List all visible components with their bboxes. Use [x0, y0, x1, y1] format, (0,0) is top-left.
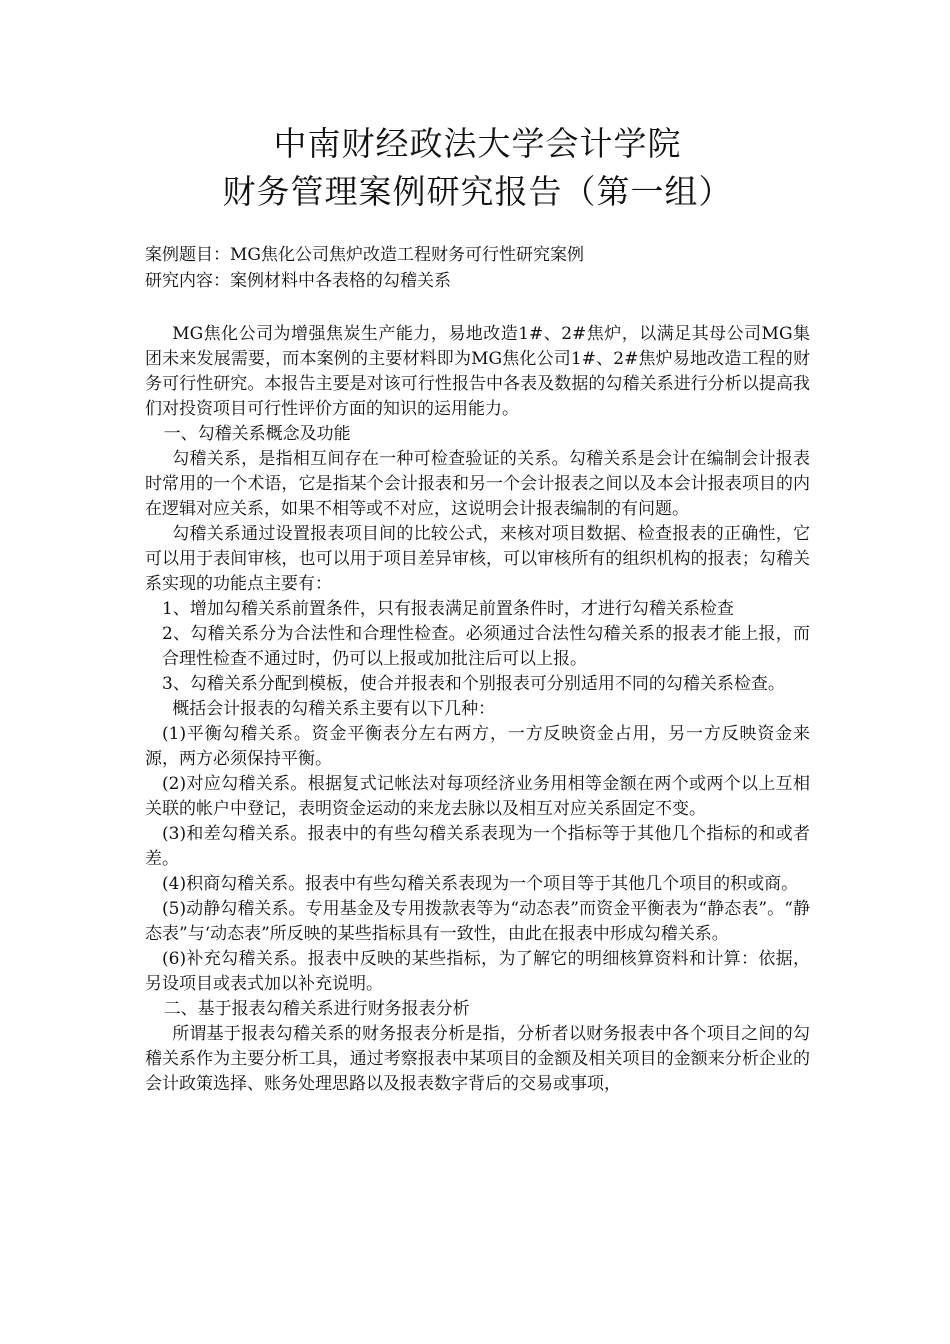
- paragraph-functions: 勾稽关系通过设置报表项目间的比较公式，来核对项目数据、检查报表的正确性，它可以用于表间审核，也可以用于项目差异审核，可以审核所有的组织机构的报表；勾稽关系实现的功能点主要有：: [145, 524, 810, 594]
- list-item-function-3: 3、勾稽关系分配到模板，使合并报表和个别报表可分别适用不同的勾稽关系检查。: [162, 674, 785, 694]
- title-institution: 中南财经政法大学会计学院: [273, 124, 682, 163]
- report-body: [145, 322, 810, 1097]
- paragraph-analysis: 所谓基于报表勾稽关系的财务报表分析是指，分析者以财务报表中各个项目之间的勾稽关系作为主要分析工具，通过考察报表中某项目的金额及相关项目的金额来分析企业的会计政策选择、账务处理思路以及报表数字背后的交易或事项，: [145, 1024, 810, 1094]
- research-content: 研究内容：案例材料中各表格的勾稽关系: [145, 271, 451, 291]
- list-item-type-6: (6)补充勾稽关系。报表中反映的某些指标，为了解它的明细核算资料和计算：依据，另设项目或表式加以补充说明。: [145, 949, 810, 994]
- title-report: 财务管理案例研究报告（第一组）: [222, 172, 733, 211]
- list-item-type-1: (1)平衡勾稽关系。资金平衡表分左右两方，一方反映资金占用，另一方反映资金来源，两方必须保持平衡。: [145, 724, 810, 769]
- section-heading-1: 一、勾稽关系概念及功能: [163, 424, 351, 444]
- paragraph-intro: MG焦化公司为增强焦炭生产能力，易地改造1#、2#焦炉，以满足其母公司MG集团未来发展需要，而本案例的主要材料即为MG焦化公司1#、2#焦炉易地改造工程的财务可行性研究。本报告主要是对该可行性报告中各表及数据的勾稽关系进行分析以提高我们对投资项目可行性评价方面的知识的运用能力。: [145, 324, 810, 419]
- paragraph-types-intro: 概括会计报表的勾稽关系主要有以下几种：: [172, 699, 496, 719]
- list-item-type-4: (4)积商勾稽关系。报表中有些勾稽关系表现为一个项目等于其他几个项目的积或商。: [162, 874, 799, 894]
- list-item-type-2: (2)对应勾稽关系。根据复式记帐法对每项经济业务用相等金额在两个或两个以上互相关联的帐户中登记，表明资金运动的来龙去脉以及相互对应关系固定不变。: [145, 774, 810, 819]
- list-item-function-2: 2、勾稽关系分为合法性和合理性检查。必须通过合法性勾稽关系的报表才能上报，而合理性检查不通过时，仍可以上报或加批注后可以上报。: [162, 624, 810, 669]
- case-topic: 案例题目：MG焦化公司焦炉改造工程财务可行性研究案例: [145, 245, 584, 265]
- paragraph-definition: 勾稽关系，是指相互间存在一种可检查验证的关系。勾稽关系是会计在编制会计报表时常用的一个术语，它是指某个会计报表和另一个会计报表之间以及本会计报表项目的内在逻辑对应关系，如果不相等或不对应，这说明会计报表编制的有问题。: [145, 449, 810, 519]
- document-page: [145, 120, 810, 1097]
- section-heading-2: 二、基于报表勾稽关系进行财务报表分析: [163, 999, 470, 1019]
- list-item-function-1: 1、增加勾稽关系前置条件，只有报表满足前置条件时，才进行勾稽关系检查: [162, 599, 734, 619]
- list-item-type-3: (3)和差勾稽关系。报表中的有些勾稽关系表现为一个指标等于其他几个指标的和或者差。: [145, 824, 810, 869]
- list-item-type-5: (5)动静勾稽关系。专用基金及专用拨款表等为“动态表”而资金平衡表为“静态表”。“静态表”与‘动态表”所反映的某些指标具有一致性，由此在报表中形成勾稽关系。: [145, 899, 810, 944]
